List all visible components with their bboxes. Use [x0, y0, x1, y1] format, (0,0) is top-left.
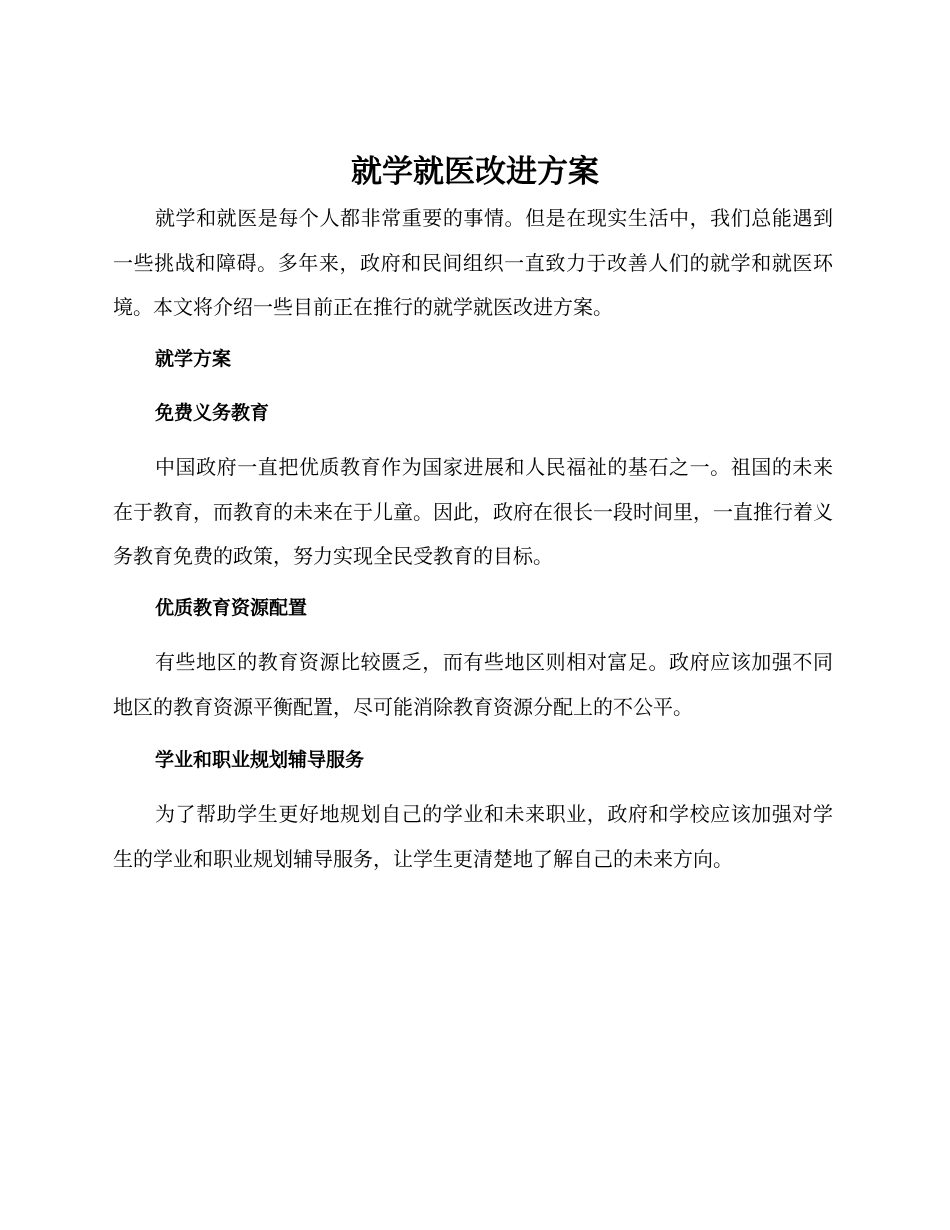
subsection-heading-free-education: 免费义务教育 [155, 402, 270, 424]
subsection-heading-career-guidance: 学业和职业规划辅导服务 [155, 749, 365, 771]
intro-paragraph: 就学和就医是每个人都非常重要的事情。但是在现实生活中，我们总能遇到一些挑战和障碍。多年来，政府和民间组织一直致力于改善人们的就学和就医环境。本文将介绍一些目前正在推行的就学就医改进方案。 [113, 206, 833, 319]
subsection-body-resource-allocation: 有些地区的教育资源比较匮乏，而有些地区则相对富足。政府应该加强不同地区的教育资源平衡配置，尽可能消除教育资源分配上的不公平。 [113, 650, 833, 719]
subsection-body-free-education: 中国政府一直把优质教育作为国家进展和人民福祉的基石之一。祖国的未来在于教育，而教育的未来在于儿童。因此，政府在很长一段时间里，一直推行着义务教育免费的政策，努力实现全民受教育的目标。 [113, 455, 833, 568]
document-title: 就学就医改进方案 [351, 154, 599, 190]
subsection-body-career-guidance: 为了帮助学生更好地规划自己的学业和未来职业，政府和学校应该加强对学生的学业和职业规划辅导服务，让学生更清楚地了解自己的未来方向。 [113, 802, 833, 871]
subsection-heading-resource-allocation: 优质教育资源配置 [155, 597, 308, 619]
section-heading: 就学方案 [155, 348, 232, 370]
